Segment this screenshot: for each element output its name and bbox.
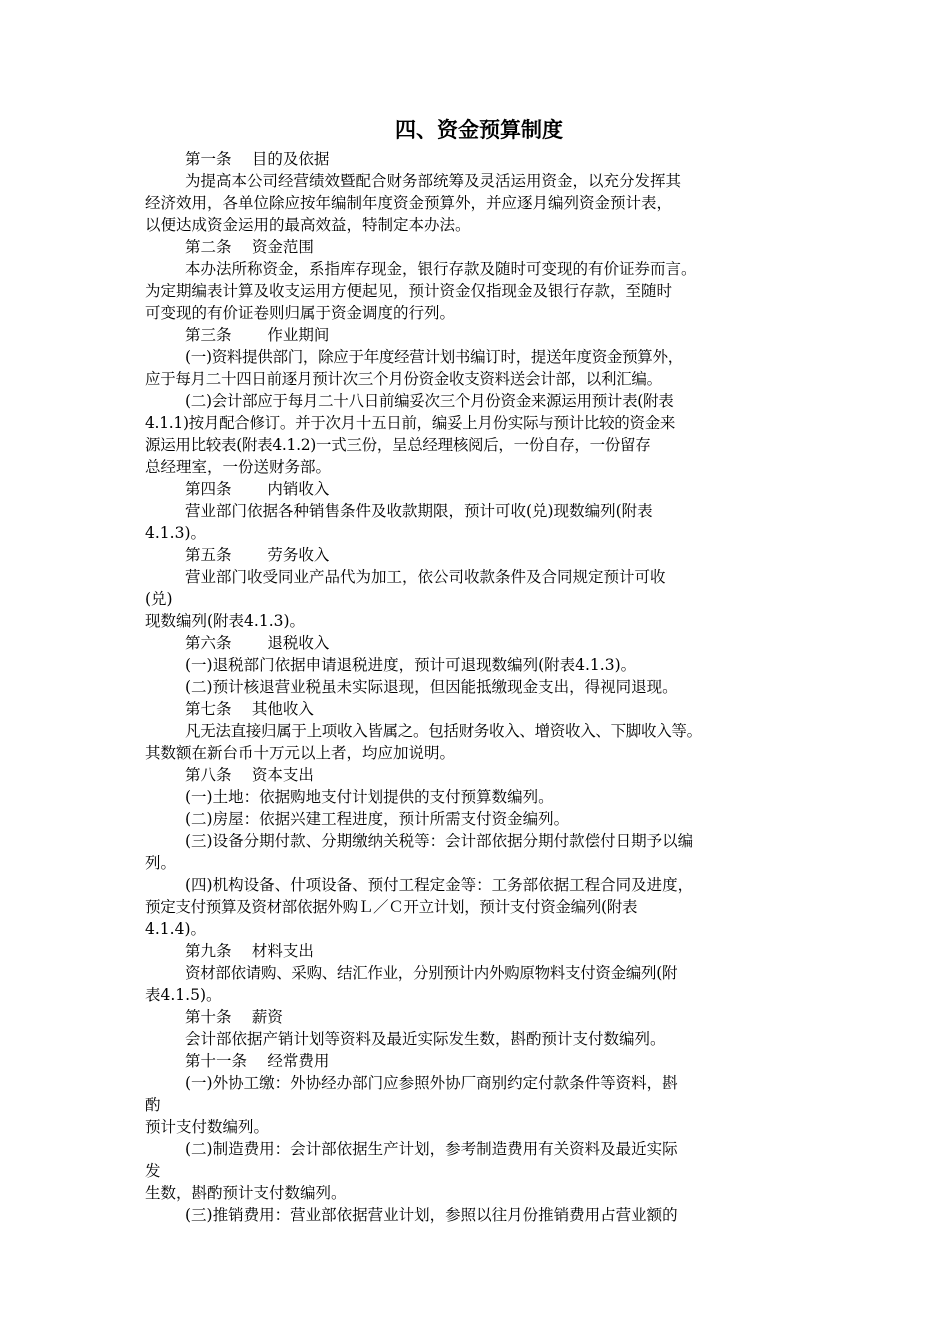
document-title: 四、资金预算制度 — [395, 118, 563, 142]
paragraph-line: 4.1.4)。 — [145, 920, 206, 938]
article-heading: 第九条 材料支出 — [185, 942, 314, 960]
paragraph-line: (三)推销费用：营业部依据营业计划，参照以往月份推销费用占营业额的 — [185, 1206, 678, 1224]
paragraph-line: (一)资料提供部门，除应于年度经营计划书编订时，提送年度资金预算外， — [185, 348, 683, 366]
article-heading: 第八条 资本支出 — [185, 766, 314, 784]
article-heading: 第十条 薪资 — [185, 1008, 283, 1026]
paragraph-line: 表4.1.5)。 — [145, 986, 222, 1004]
paragraph-line: 会计部依据产销计划等资料及最近实际发生数，斟酌预计支付数编列。 — [185, 1030, 666, 1048]
article-heading: 第三条 作业期间 — [185, 326, 330, 344]
article-heading: 第一条 目的及依据 — [185, 150, 330, 168]
article-heading: 第六条 退税收入 — [185, 634, 330, 652]
paragraph-line: (四)机构设备、什项设备、预付工程定金等：工务部依据工程合同及进度， — [185, 876, 694, 894]
paragraph-line: 以便达成资金运用的最高效益，特制定本办法。 — [145, 216, 471, 234]
paragraph-line: (二)制造费用：会计部依据生产计划，参考制造费用有关资料及最近实际 — [185, 1140, 678, 1158]
article-heading: 第七条 其他收入 — [185, 700, 314, 718]
paragraph-line: (二)预计核退营业税虽未实际退现，但因能抵缴现金支出，得视同退现。 — [185, 678, 678, 696]
paragraph-line: 现数编列(附表4.1.3)。 — [145, 612, 306, 630]
paragraph-line: 源运用比较表(附表4.1.2)一式三份，呈总经理核阅后，一份自存，一份留存 — [145, 436, 651, 454]
paragraph-line: 为提高本公司经营绩效暨配合财务部统筹及灵活运用资金，以充分发挥其 — [185, 172, 682, 190]
paragraph-line: 资材部依请购、采购、结汇作业，分别预计内外购原物料支付资金编列(附 — [185, 964, 678, 982]
paragraph-line: 营业部门依据各种销售条件及收款期限，预计可收(兑)现数编列(附表 — [185, 502, 653, 520]
paragraph-line: 总经理室，一份送财务部。 — [145, 458, 332, 476]
article-heading: 第四条 内销收入 — [185, 480, 330, 498]
paragraph-line: 应于每月二十四日前逐月预计次三个月份资金收支资料送会计部，以利汇编。 — [145, 370, 662, 388]
paragraph-line: (二)房屋：依据兴建工程进度，预计所需支付资金编列。 — [185, 810, 570, 828]
paragraph-line: (三)设备分期付款、分期缴纳关税等：会计部依据分期付款偿付日期予以编 — [185, 832, 694, 850]
paragraph-line: 经济效用，各单位除应按年编制年度资金预算外，并应逐月编列资金预计表， — [145, 194, 673, 212]
paragraph-line: 凡无法直接归属于上项收入皆属之。包括财务收入、增资收入、下脚收入等。 — [185, 722, 702, 740]
paragraph-line: 营业部门收受同业产品代为加工，依公司收款条件及合同规定预计可收 — [185, 568, 666, 586]
article-heading: 第五条 劳务收入 — [185, 546, 330, 564]
paragraph-line: (二)会计部应于每月二十八日前编妥次三个月份资金来源运用预计表(附表 — [185, 392, 674, 410]
paragraph-line: 4.1.3)。 — [145, 524, 206, 542]
paragraph-line: (一)土地：依据购地支付计划提供的支付预算数编列。 — [185, 788, 554, 806]
paragraph-line: 发 — [145, 1162, 161, 1180]
document-page — [145, 112, 813, 1226]
paragraph-line: 生数，斟酌预计支付数编列。 — [145, 1184, 347, 1202]
paragraph-line: 本办法所称资金，系指库存现金，银行存款及随时可变现的有价证券而言。 — [185, 260, 697, 278]
paragraph-line: 预计支付数编列。 — [145, 1118, 270, 1136]
paragraph-line: 其数额在新台币十万元以上者，均应加说明。 — [145, 744, 456, 762]
paragraph-line: 4.1.1)按月配合修订。并于次月十五日前，编妥上月份实际与预计比较的资金来 — [145, 414, 676, 432]
paragraph-line: (一)退税部门依据申请退税进度，预计可退现数编列(附表4.1.3)。 — [185, 656, 637, 674]
paragraph-line: (一)外协工缴：外协经办部门应参照外协厂商别约定付款条件等资料，斟 — [185, 1074, 678, 1092]
article-heading: 第二条 资金范围 — [185, 238, 314, 256]
paragraph-line: 酌 — [145, 1096, 161, 1114]
article-heading: 第十一条 经常费用 — [185, 1052, 330, 1070]
paragraph-line: 可变现的有价证卷则归属于资金调度的行列。 — [145, 304, 456, 322]
paragraph-line: 为定期编表计算及收支运用方便起见，预计资金仅指现金及银行存款，至随时 — [145, 282, 673, 300]
paragraph-line: (兑) — [145, 590, 173, 608]
paragraph-line: 列。 — [145, 854, 177, 872]
paragraph-line: 预定支付预算及资材部依据外购Ｌ／Ｃ开立计划，预计支付资金编列(附表 — [145, 898, 638, 916]
